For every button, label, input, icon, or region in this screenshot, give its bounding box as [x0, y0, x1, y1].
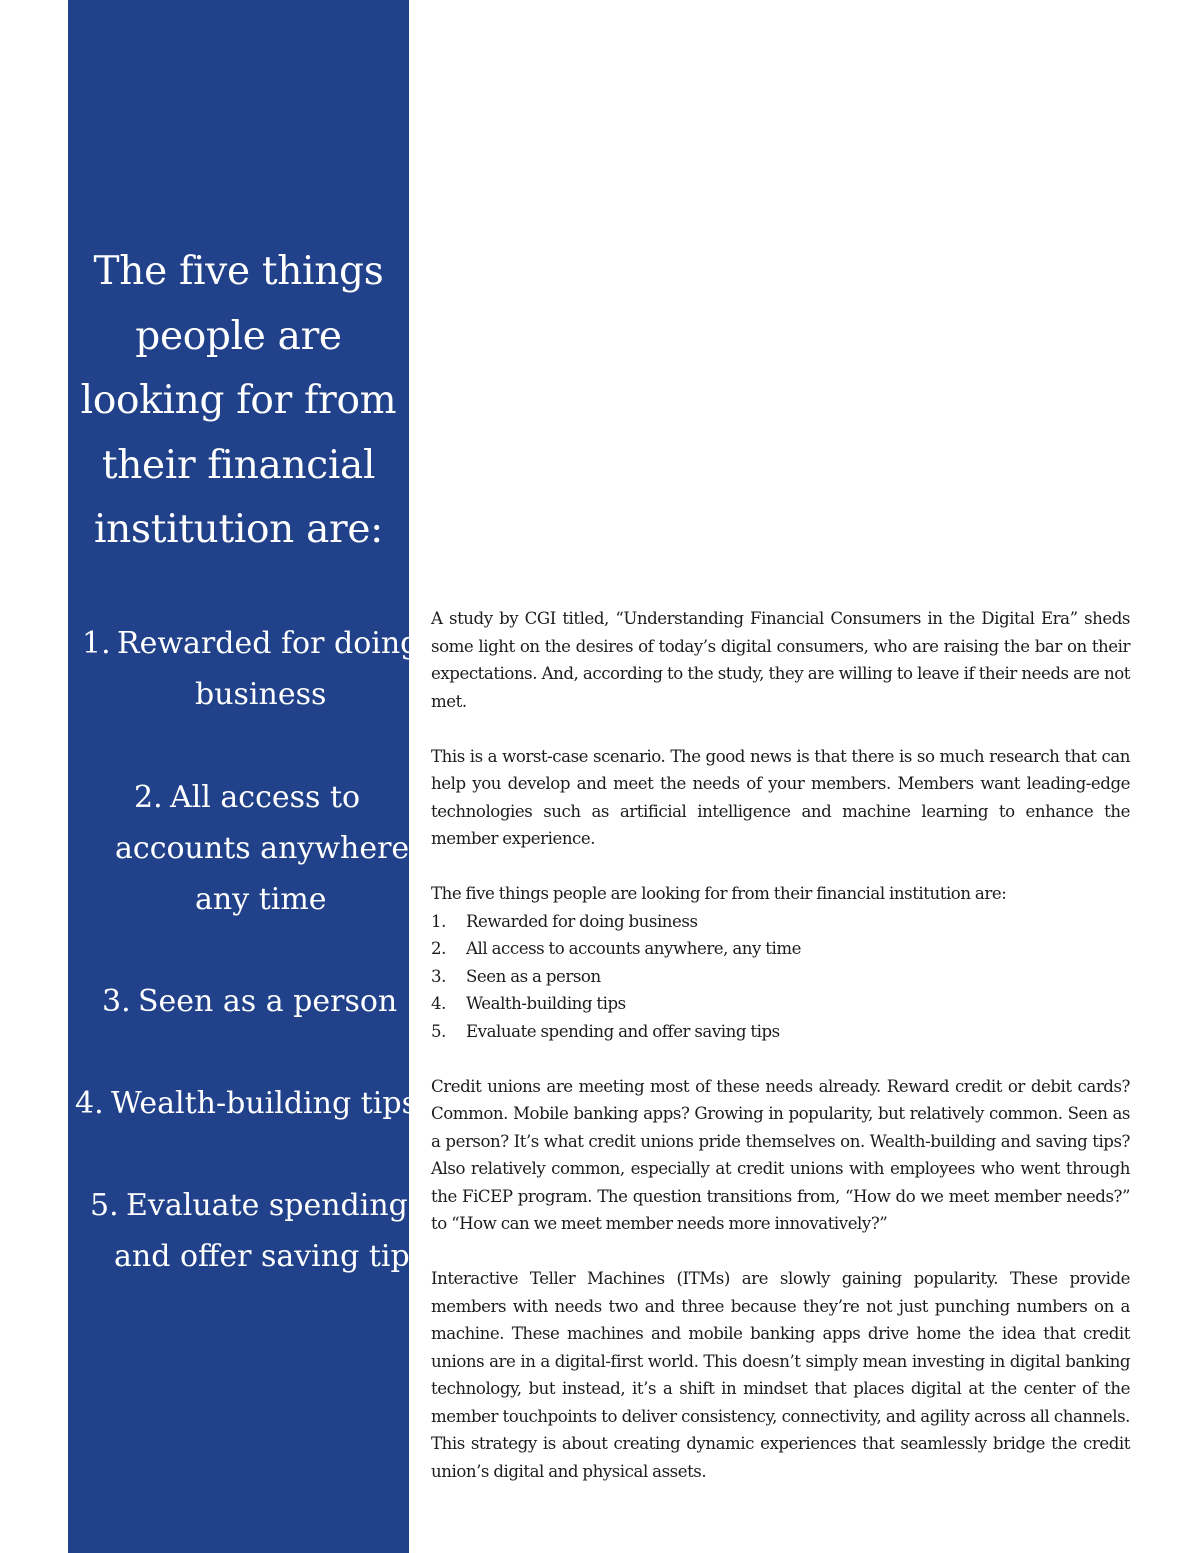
sidebar-item-text: All access to — [170, 780, 361, 815]
sidebar-item-text: Wealth-building tips — [111, 1086, 417, 1121]
list-item — [431, 990, 1130, 1018]
sidebar-item-number: 4. — [75, 1086, 104, 1121]
article-body — [431, 605, 1130, 1513]
list-item — [431, 1018, 1130, 1046]
list-intro: The five things people are looking for from their financial institution are: — [431, 884, 1007, 903]
list-item-number: 5. — [431, 1021, 446, 1041]
paragraph: Credit unions are meeting most of these needs already. Reward credit or debit cards? Common. Mobile banking apps? Growing in popularity, but relatively common. Seen as a person? It’s what credit unions pride themselves on. Wealth-building and saving tips? Also relatively common, especially at credit unions with employees who went through the FiCEP program. The question transitions from, “How do we meet member needs?” to “How can we meet member needs more innovatively?” — [431, 1076, 1130, 1233]
list-item-number: 2. — [431, 939, 446, 958]
list-item-text: Wealth-building tips — [466, 994, 626, 1013]
paragraph: Interactive Teller Machines (ITMs) are slowly gaining popularity. These provide members with needs two and three because they’re not just punching numbers on a machine. These machines and mobile banking apps drive home the idea that credit unions are in a digital-first world. This doesn’t simply mean investing in digital banking technology, but instead, it’s a shift in mindset that places digital at the center of the member touchpoints to deliver consistency, connectivity, and agility across all channels. This strategy is about creating dynamic experiences that seamlessly bridge the credit union’s digital and physical assets. — [431, 1269, 1130, 1481]
sidebar-item-number: 3. — [102, 984, 131, 1019]
sidebar-item-text: Seen as a person — [138, 984, 398, 1019]
list-item — [431, 908, 1130, 936]
numbered-list — [431, 908, 1130, 1046]
list-item-number: 4. — [431, 994, 446, 1013]
sidebar-item-number: 5. — [90, 1188, 119, 1223]
sidebar-heading: The five things people are looking for from their financial institution are: — [80, 249, 397, 552]
sidebar-panel — [68, 0, 426, 1553]
sidebar-item-text: Evaluate spending — [126, 1188, 408, 1223]
sidebar-item-text-continued: accounts anywhere, — [115, 831, 419, 866]
list-item — [431, 935, 1130, 963]
list-item — [431, 963, 1130, 991]
list-item-number: 1. — [431, 911, 446, 931]
sidebar-item-text-continued: and offer saving tips — [114, 1239, 426, 1274]
paragraph: A study by CGI titled, “Understanding Financial Consumers in the Digital Era” sheds some light on the desires of today’s digital consumers, who are raising the bar on their expectations. And, according to the study, they are willing to leave if their needs are not met. — [431, 609, 1130, 711]
sidebar-item-number: 1. — [82, 626, 111, 661]
list-item-text: Evaluate spending and offer saving tips — [466, 1021, 780, 1041]
list-item-text: All access to accounts anywhere, any time — [466, 939, 801, 958]
list-item-number: 3. — [431, 966, 446, 986]
list-item-text: Seen as a person — [466, 966, 601, 986]
sidebar-item-number: 2. — [134, 780, 163, 815]
sidebar-item-text: Rewarded for doing — [117, 626, 420, 661]
list-item-text: Rewarded for doing business — [466, 911, 698, 931]
paragraph: This is a worst-case scenario. The good news is that there is so much research that can help you develop and meet the needs of your members. Members want leading-edge technologies such as artificial intelligence and machine learning to enhance the member experience. — [431, 746, 1130, 848]
sidebar-item-text-continued: any time — [195, 882, 327, 917]
sidebar-item-text-continued: business — [195, 677, 327, 712]
